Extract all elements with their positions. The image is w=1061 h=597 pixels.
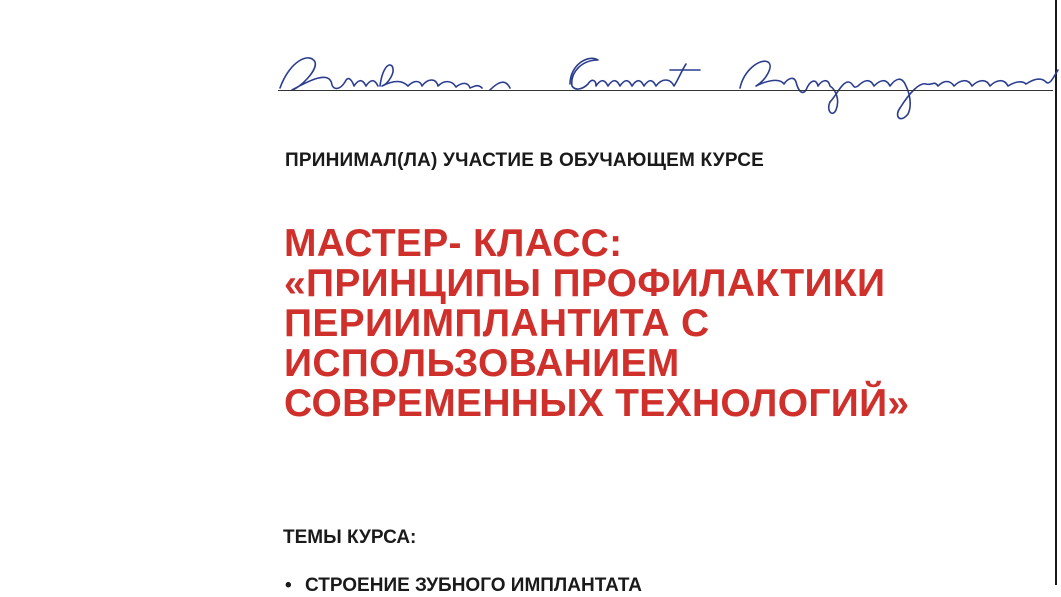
topic-list-item: [285, 575, 642, 597]
course-title: [284, 224, 909, 424]
name-underline: [278, 90, 1053, 91]
course-title-line: ИСПОЛЬЗОВАНИЕМ: [284, 342, 680, 385]
course-title-line: «ПРИНЦИПЫ ПРОФИЛАКТИКИ: [284, 262, 886, 305]
handwritten-signature: [270, 40, 1060, 135]
course-title-line: МАСТЕР- КЛАСС:: [284, 222, 623, 265]
topic-item-text: СТРОЕНИЕ ЗУБНОГО ИМПЛАНТАТА: [305, 575, 643, 596]
participation-statement: ПРИНИМАЛ(ЛА) УЧАСТИЕ В ОБУЧАЮЩЕМ КУРСЕ: [285, 150, 765, 171]
course-title-line: СОВРЕМЕННЫХ ТЕХНОЛОГИЙ»: [284, 382, 910, 425]
topics-heading: ТЕМЫ КУРСА:: [283, 527, 417, 548]
bullet-icon: •: [285, 575, 292, 596]
signature-image: [270, 40, 1060, 135]
course-title-line: ПЕРИИМПЛАНТИТА С: [284, 302, 710, 345]
